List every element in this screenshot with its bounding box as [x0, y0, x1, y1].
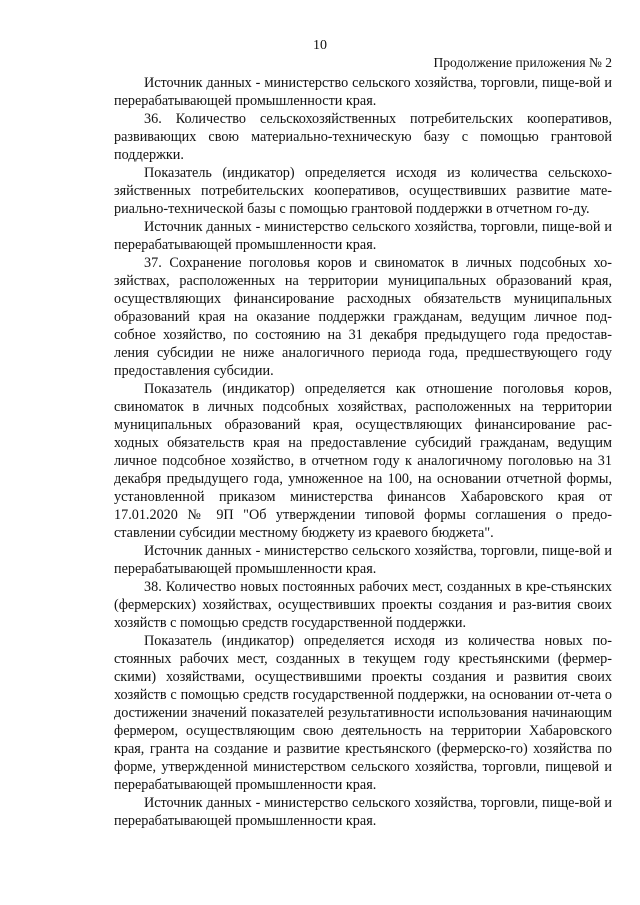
paragraph-indicator-37-definition: Показатель (индикатор) определяется как отношение поголовья коров, свиноматок в личных подсобных хозяйствах, расположенных на территории муниципальных образований края, осуществляющих финансирование рас-ходных обязательств края на предоставление субсидий гражданам, ведущим личное подсобное хозяйство, в отчетном году к аналогичному поголовью на 31 декабря предыдущего года, умноженное на 100, на основании отчетной формы, установленной приказом министерства финансов Хабаровского края от 17.01.2020 № 9П "Об утверждении типовой формы соглашения о предо-ставлении субсидии местному бюджету из краевого бюджета". — [114, 381, 612, 541]
paragraph-indicator-36: 36. Количество сельскохозяйственных потребительских кооперативов, развивающих свою материально-техническую базу с помощью грантовой поддержки. — [114, 111, 612, 163]
paragraph-indicator-38-definition: Показатель (индикатор) определяется исходя из количества новых по-стоянных рабочих мест, созданных в текущем году крестьянскими (фермер-скими) хозяйствами, осуществившими проекты создания и развития своих хозяйств с помощью средств государственной поддержки, на основании от-чета о достижении значений показателей результативности использования начинающим фермером, осуществляющим свою деятельность на территории Хабаровского края, гранта на создание и развитие крестьянского (фермерско-го) хозяйства по форме, утвержденной министерством сельского хозяйства, торговли, пищевой и перерабатывающей промышленности края. — [114, 633, 612, 793]
paragraph-indicator-37: 37. Сохранение поголовья коров и свиноматок в личных подсобных хо-зяйствах, расположенных на территории муниципальных образований края, осуществляющих финансирование расходных обязательств муниципальных образований края на оказание поддержки гражданам, ведущим личное под-собное хозяйство, по состоянию на 31 декабря предыдущего года предостав-ления субсидии не ниже аналогичного периода года, предшествующего году предоставления субсидии. — [114, 255, 612, 379]
page-number: 10 — [313, 38, 327, 53]
paragraph-data-source: Источник данных - министерство сельского хозяйства, торговли, пище-вой и перерабатывающей промышленности края. — [114, 219, 612, 253]
paragraph-indicator-38: 38. Количество новых постоянных рабочих мест, созданных в кре-стьянских (фермерских) хозяйствах, осуществивших проекты создания и раз-вития своих хозяйств с помощью средств государственной поддержки. — [114, 579, 612, 631]
appendix-continuation-note: Продолжение приложения № 2 — [433, 55, 612, 70]
paragraph-indicator-36-definition: Показатель (индикатор) определяется исходя из количества сельскохо-зяйственных потребительских кооперативов, осуществивших развитие мате-риально-технической базы с помощью грантовой поддержки в отчетном го-ду. — [114, 165, 612, 217]
paragraph-data-source: Источник данных - министерство сельского хозяйства, торговли, пище-вой и перерабатывающей промышленности края. — [114, 75, 612, 109]
paragraph-data-source: Источник данных - министерство сельского хозяйства, торговли, пище-вой и перерабатывающей промышленности края. — [114, 543, 612, 577]
body-text — [114, 74, 612, 830]
paragraph-data-source: Источник данных - министерство сельского хозяйства, торговли, пище-вой и перерабатывающей промышленности края. — [114, 795, 612, 829]
